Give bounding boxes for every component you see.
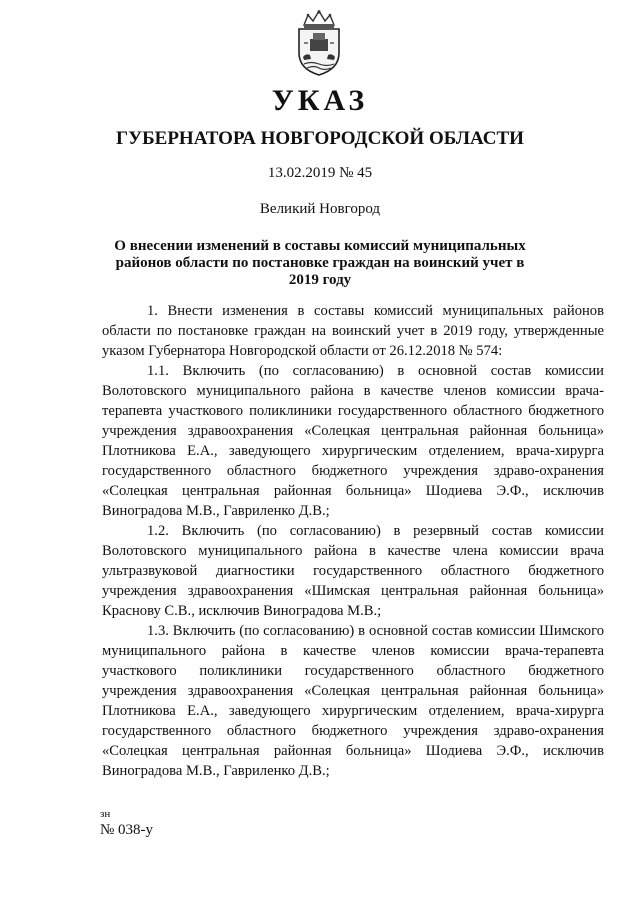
city: Великий Новгород (259, 201, 381, 217)
document-footer (100, 808, 153, 839)
document-body (102, 301, 604, 781)
executor-initials: зн (100, 808, 111, 820)
paragraph: 1. Внести изменения в составы комиссий муниципальных районов области по постановке граждан на воинский учет в 2019 году, утвержденные указом Губернатора Новгородской области от 26.12.2018 № 574: (102, 303, 604, 359)
paragraph: 1.3. Включить (по согласованию) в основной состав комиссии Шимского муниципального района в качестве членов комиссии врача-терапевта участкового поликлиники государственного областного бюджетного учреждения здравоохранения «Солецкая центральная районная больница» Плотникова Е.А., заведующего хирургическим отделением, врача-хирурга государственного областного бюджетного учреждения здраво-охранения «Солецкая центральная районная больница» Шодиева Э.Ф., исключив Виноградова М.В., Гавриленко Д.В.; (102, 623, 604, 779)
paragraph: 1.1. Включить (по согласованию) в основной состав комиссии Волотовского муниципального района в качестве членов комиссии врача-терапевта участкового поликлиники государственного областного бюджетного учреждения здравоохранения «Солецкая центральная районная больница» Плотникова Е.А., заведующего хирургическим отделением, врача-хирурга государственного областного бюджетного учреждения здраво-охранения «Солецкая центральная районная больница» Шодиева Э.Ф., исключив Виноградова М.В., Гавриленко Д.В.; (102, 363, 604, 519)
document-type-title: УКАЗ (271, 84, 369, 117)
document-subject: О внесении изменений в составы комиссий муниципальных районов области по постановке граждан на воинский учет в 2019 году (114, 238, 526, 288)
date-and-number: 13.02.2019 № 45 (267, 165, 373, 181)
novgorod-coat-of-arms-icon (294, 9, 344, 77)
form-number: № 038-у (100, 822, 154, 838)
paragraph: 1.2. Включить (по согласованию) в резервный состав комиссии Волотовского муниципального района в качестве члена комиссии врача ультразвуковой диагностики государственного областного бюджетного учреждения здравоохранения «Шимская центральная районная больница» Краснову С.В., исключив Виноградова М.В.; (102, 523, 604, 619)
issuer-title: ГУБЕРНАТОРА НОВГОРОДСКОЙ ОБЛАСТИ (116, 128, 524, 149)
